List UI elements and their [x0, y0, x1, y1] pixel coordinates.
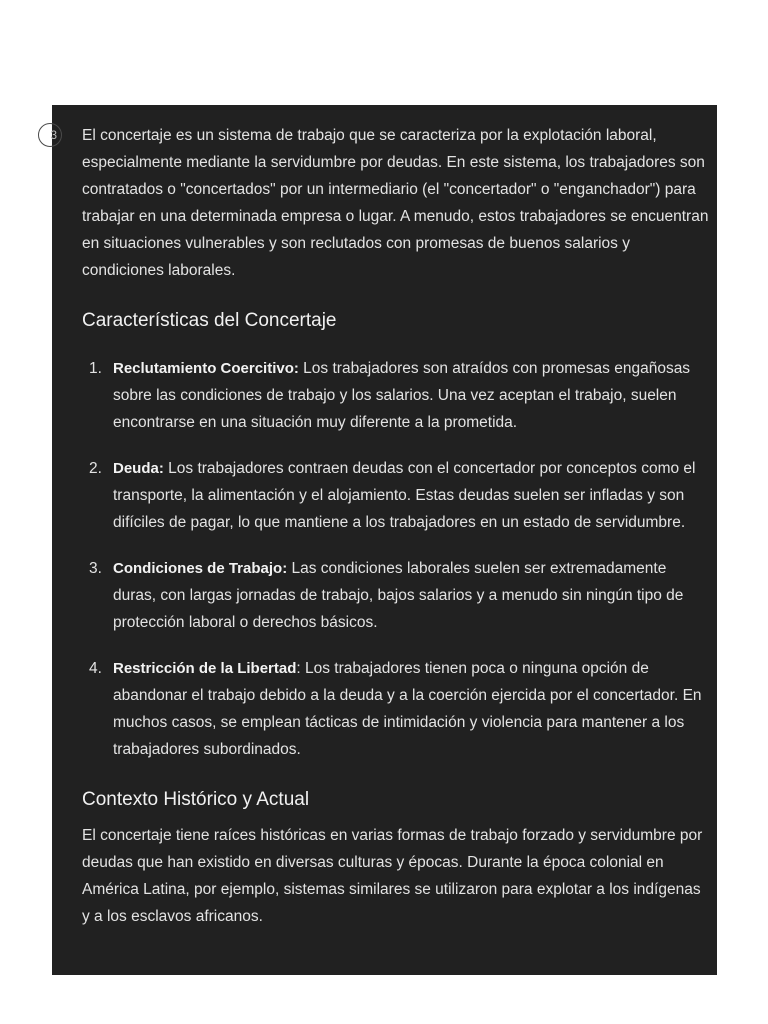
list-item-text: : Los trabajadores tienen poca o ninguna opción de abandonar el trabajo debido a la deuda y a la coerción ejercida por el concertador. En muchos casos, se emplean tácticas de intimidación y violencia para mantener a los trabajadores subordinados. [113, 660, 702, 758]
list-item-number: 1. [89, 360, 102, 377]
list-item-term: Reclutamiento Coercitivo: [113, 360, 299, 377]
list-item-number: 2. [89, 460, 102, 477]
list-item-number: 3. [89, 560, 102, 577]
list-item-text: Los trabajadores son atraídos con promesas engañosas sobre las condiciones de trabajo y los salarios. Una vez aceptan el trabajo, suelen encontrarse en una situación muy diferente a la prometida. [113, 360, 691, 431]
intro-paragraph: El concertaje es un sistema de trabajo que se caracteriza por la explotación laboral, especialmente mediante la servidumbre por deudas. En este sistema, los trabajadores son contratados o "concertados" por un intermediario (el "concertador" o "enganchador") para trabajar en una determinada empresa o lugar. A menudo, estos trabajadores se encuentran en situaciones vulnerables y son reclutados con promesas de buenos salarios y condiciones laborales. [82, 127, 709, 279]
list-item [82, 355, 710, 436]
list-item [82, 655, 710, 763]
characteristics-list [82, 355, 710, 763]
response-content [82, 122, 710, 930]
list-item-term: Restricción de la Libertad [113, 660, 297, 677]
list-item-text: Las condiciones laborales suelen ser extremadamente duras, con largas jornadas de trabajo, bajos salarios y a menudo sin ningún tipo de protección laboral o derechos básicos. [113, 560, 684, 631]
list-item [82, 455, 710, 536]
list-item-text: Los trabajadores contraen deudas con el concertador por conceptos como el transporte, la alimentación y el alojamiento. Estas deudas suelen ser infladas y son difíciles de pagar, lo que mantiene a los trabajadores en un estado de servidumbre. [113, 460, 696, 531]
assistant-avatar-icon: 3 [38, 123, 62, 147]
section-heading-contexto: Contexto Histórico y Actual [82, 789, 310, 810]
list-item-number: 4. [89, 660, 102, 677]
list-item-term: Deuda: [113, 460, 164, 477]
chat-response-panel [52, 105, 717, 975]
list-item [82, 555, 710, 636]
context-paragraph: El concertaje tiene raíces históricas en varias formas de trabajo forzado y servidumbre por deudas que han existido en diversas culturas y épocas. Durante la época colonial en América Latina, por ejemplo, sistemas similares se utilizaron para explotar a los indígenas y a los esclavos africanos. [82, 827, 703, 925]
section-heading-caracteristicas: Características del Concertaje [82, 310, 337, 331]
list-item-term: Condiciones de Trabajo: [113, 560, 288, 577]
